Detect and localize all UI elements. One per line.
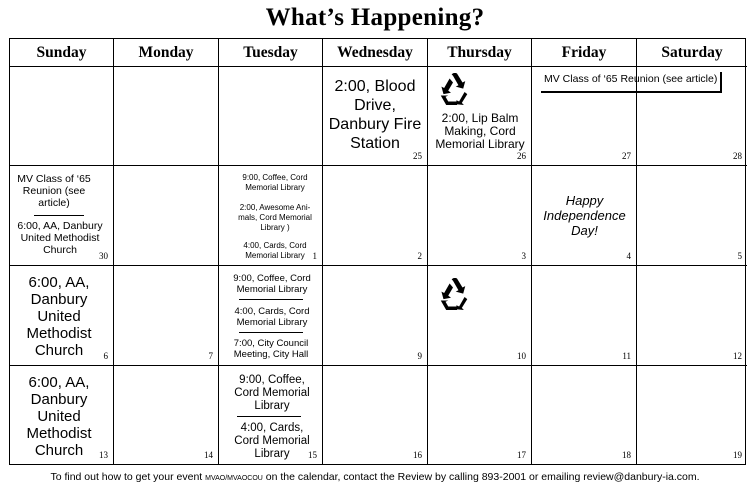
cell-week2-tuesday [219,166,323,266]
cell-week1-monday [114,67,219,166]
event-aa: 6:00, AA, Danbury United Methodist Church [17,220,103,256]
date-number: 10 [517,351,526,361]
event-cards: 4:00, Cards, Cord Memorial Library [234,306,310,328]
cell-week3-sunday [10,266,114,366]
footer-text-start: To find out how to get your event [50,471,206,483]
cell-week4-tuesday [219,366,323,464]
footer-note [0,471,750,483]
footer-small-text: MVAO/MVAOCOU [205,475,263,482]
cell-week2-saturday [637,166,747,266]
recycle-icon [436,278,470,312]
cell-week2-friday [532,166,637,266]
date-number: 30 [99,251,108,261]
separator [237,416,301,417]
separator [34,215,84,216]
date-number: 25 [413,151,422,161]
date-number: 16 [413,450,422,460]
date-number: 6 [103,351,108,361]
date-number: 17 [517,450,526,460]
date-number: 11 [622,351,631,361]
header-friday: Friday [532,39,637,67]
cell-week4-monday [114,366,219,464]
date-number: 2 [417,251,422,261]
date-number: 5 [737,251,742,261]
event-reunion-sunday: MV Class of ‘65 Reunion (see article) [17,173,91,209]
cell-week3-friday [532,266,637,366]
cell-week4-friday [532,366,637,464]
event-city-council: 7:00, City Council Meeting, City Hall [233,338,309,360]
event-reunion-banner: MV Class of ‘65 Reunion (see article) [541,72,722,93]
date-number: 12 [733,351,742,361]
page-title: What’s Happening? [265,4,485,31]
date-number: 19 [733,450,742,460]
date-number: 13 [99,450,108,460]
event-coffee: 9:00, Coffee, Cord Memorial Library [233,273,311,295]
date-number: 15 [308,450,317,460]
header-tuesday: Tuesday [219,39,323,67]
calendar-grid [9,38,746,465]
cell-week3-tuesday [219,266,323,366]
date-number: 28 [733,151,742,161]
cell-week1-sunday [10,67,114,166]
cell-week2-wednesday [323,166,428,266]
cell-week1-wednesday [323,67,428,166]
event-aa: 6:00, AA, Danbury United Methodist Church [26,374,92,459]
date-number: 1 [312,251,317,261]
separator [239,332,303,333]
cell-week1-tuesday [219,67,323,166]
date-number: 4 [626,251,631,261]
date-number: 26 [517,151,526,161]
cell-week4-saturday [637,366,747,464]
date-number: 18 [622,450,631,460]
event-aa: 6:00, AA, Danbury United Methodist Church [26,274,92,359]
event-independence-day: Happy Independence Day! [543,193,626,238]
event-awesome-animals: 2:00, Awesome Ani-mals, Cord Memorial Library ) [238,203,312,232]
date-number: 9 [417,351,422,361]
cell-week3-saturday [637,266,747,366]
cell-week3-wednesday [323,266,428,366]
event-coffee: 9:00, Coffee, Cord Memorial Library [234,374,310,412]
date-number: 27 [622,151,631,161]
event-cards: 4:00, Cards, Cord Memorial Library [243,241,307,260]
cell-week3-monday [114,266,219,366]
header-monday: Monday [114,39,219,67]
header-wednesday: Wednesday [323,39,428,67]
date-number: 3 [521,251,526,261]
event-blood-drive: 2:00, Blood Drive, Danbury Fire Station [328,78,422,152]
cell-week2-sunday [10,166,114,266]
cell-week2-monday [114,166,219,266]
cell-week4-thursday [428,366,532,464]
event-coffee: 9:00, Coffee, Cord Memorial Library [242,173,308,192]
date-number: 7 [208,351,213,361]
cell-week4-sunday [10,366,114,464]
cell-week3-thursday [428,266,532,366]
cell-week2-thursday [428,166,532,266]
event-lip-balm: 2:00, Lip Balm Making, Cord Memorial Library [435,111,525,151]
cell-week1-thursday [428,67,532,166]
header-thursday: Thursday [428,39,532,67]
cell-week4-wednesday [323,366,428,464]
header-sunday: Sunday [10,39,114,67]
recycle-icon [436,73,470,107]
date-number: 14 [204,450,213,460]
separator [239,299,303,300]
footer-text-end: on the calendar, contact the Review by calling 893-2001 or emailing review@danbury-ia.com. [262,471,700,483]
event-cards: 4:00, Cards, Cord Memorial Library [234,422,310,460]
header-saturday: Saturday [661,44,723,61]
